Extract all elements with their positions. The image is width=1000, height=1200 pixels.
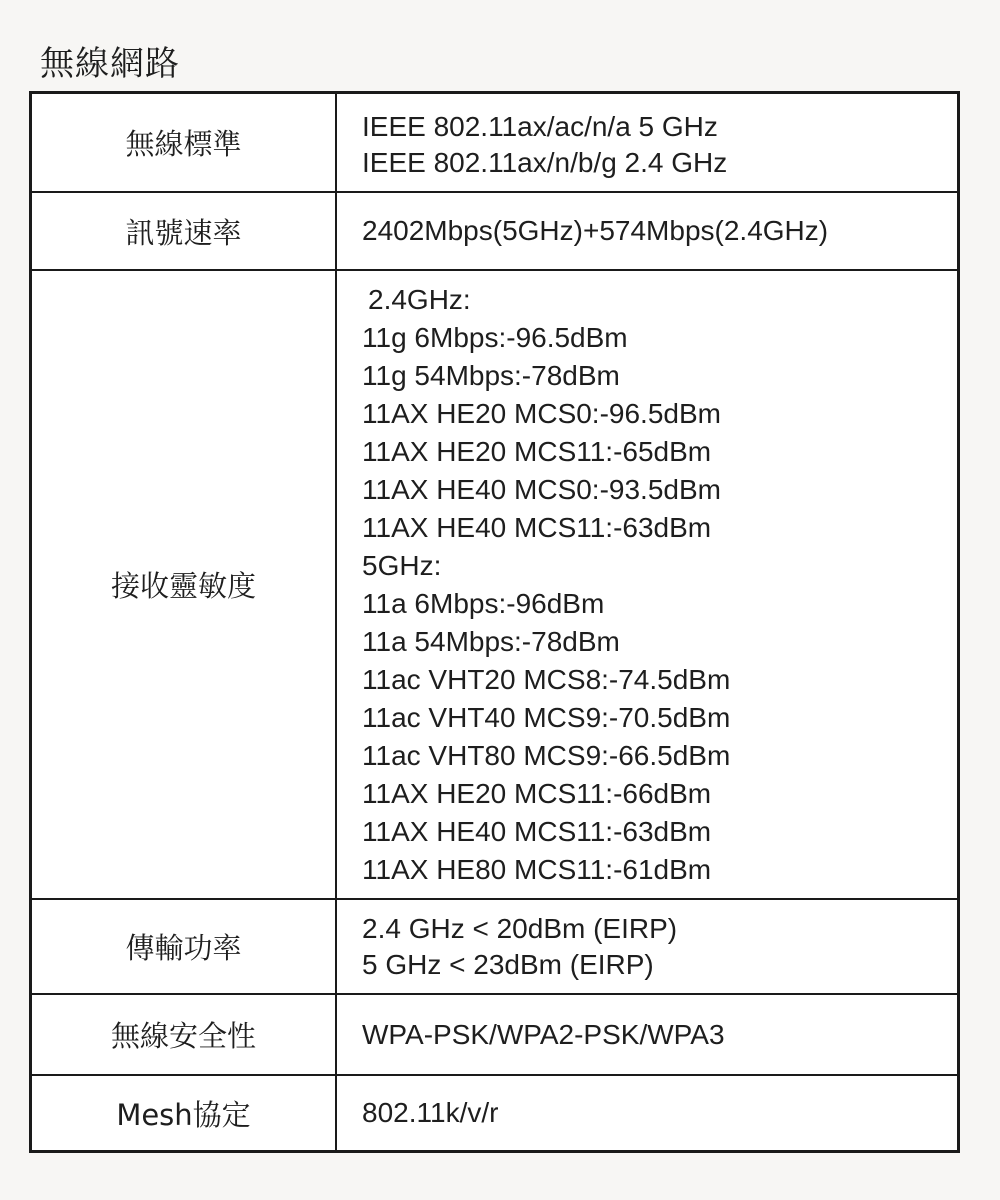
- row-mesh-protocol: [32, 1076, 957, 1150]
- value-line: 2.4GHz:: [368, 283, 471, 315]
- value-line: IEEE 802.11ax/ac/n/a 5 GHz: [362, 110, 718, 142]
- row-transmit-power: [32, 900, 957, 995]
- value-line: 5 GHz < 23dBm (EIRP): [362, 948, 654, 980]
- label-mesh-protocol: Mesh協定: [32, 1076, 337, 1150]
- value-line: 2402Mbps(5GHz)+574Mbps(2.4GHz): [362, 215, 829, 246]
- label-transmit-power: 傳輸功率: [32, 900, 337, 993]
- row-receive-sensitivity: [32, 271, 957, 900]
- spec-table: [29, 91, 960, 1153]
- row-wireless-security: [32, 995, 957, 1076]
- value-signal-rate: [337, 193, 957, 269]
- value-line: 11a 54Mbps:-78dBm: [362, 625, 620, 657]
- value-mesh-protocol: [337, 1076, 957, 1150]
- row-wireless-standard: [32, 94, 957, 193]
- row-signal-rate: [32, 193, 957, 271]
- value-line: 802.11k/v/r: [362, 1097, 499, 1128]
- value-line: 11a 6Mbps:-96dBm: [362, 587, 605, 619]
- value-line: 11g 54Mbps:-78dBm: [362, 359, 620, 391]
- value-line: 11AX HE20 MCS0:-96.5dBm: [362, 397, 721, 429]
- value-line: 11ac VHT40 MCS9:-70.5dBm: [362, 701, 731, 733]
- page-title: 無線網路: [40, 44, 180, 84]
- value-line: 11ac VHT80 MCS9:-66.5dBm: [362, 739, 731, 771]
- value-wireless-security: [337, 995, 957, 1074]
- value-line: 2.4 GHz < 20dBm (EIRP): [362, 912, 678, 944]
- label-signal-rate: 訊號速率: [32, 193, 337, 269]
- value-line: 11AX HE20 MCS11:-65dBm: [362, 435, 712, 467]
- label-wireless-security: 無線安全性: [32, 995, 337, 1074]
- value-line: 11AX HE40 MCS11:-63dBm: [362, 815, 712, 847]
- value-wireless-standard: [337, 94, 957, 191]
- value-receive-sensitivity: [337, 271, 957, 898]
- value-transmit-power: [337, 900, 957, 993]
- value-line: 11AX HE40 MCS0:-93.5dBm: [362, 473, 721, 505]
- value-line: 11AX HE20 MCS11:-66dBm: [362, 777, 712, 809]
- label-wireless-standard: 無線標準: [32, 94, 337, 191]
- value-line: 11AX HE40 MCS11:-63dBm: [362, 511, 712, 543]
- value-line: WPA-PSK/WPA2-PSK/WPA3: [362, 1018, 725, 1050]
- value-line: 11g 6Mbps:-96.5dBm: [362, 321, 628, 353]
- value-line: 11AX HE80 MCS11:-61dBm: [362, 853, 712, 885]
- value-line: IEEE 802.11ax/n/b/g 2.4 GHz: [362, 146, 728, 178]
- label-receive-sensitivity: 接收靈敏度: [32, 271, 337, 898]
- value-line: 5GHz:: [362, 549, 442, 581]
- value-line: 11ac VHT20 MCS8:-74.5dBm: [362, 663, 731, 695]
